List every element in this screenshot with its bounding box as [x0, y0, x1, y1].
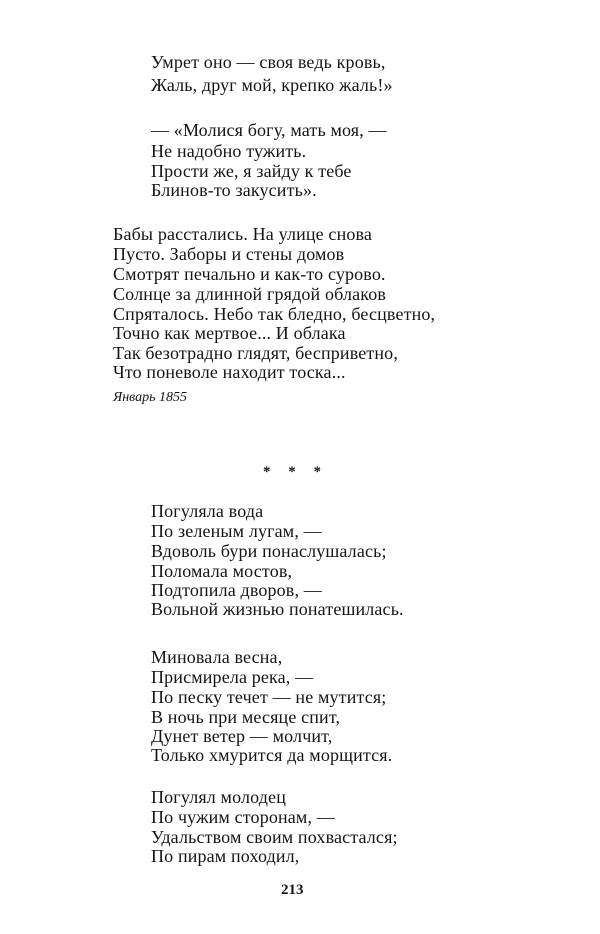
verse-line: Присмирела река, — — [151, 667, 314, 687]
verse-line: Точно как мертвое... И облака — [113, 323, 346, 343]
verse-line: — «Молися богу, мать моя, — — [151, 120, 387, 140]
verse-line: Удальством своим похвастался; — [151, 827, 398, 847]
section-separator: * * * — [263, 464, 328, 480]
verse-line: Смотрят печально и как-то сурово. — [113, 264, 386, 284]
verse-line: Пусто. Заборы и стены домов — [113, 244, 345, 264]
poem-date: Январь 1855 — [113, 390, 187, 405]
page-number: 213 — [281, 882, 304, 898]
verse-line: Дунет ветер — молчит, — [151, 726, 333, 746]
verse-line: Так безотрадно глядят, бесприветно, — [113, 343, 398, 363]
verse-line: Умрет оно — своя ведь кровь, — [151, 52, 386, 72]
verse-line: Подтопила дворов, — — [151, 580, 322, 600]
verse-line: В ночь при месяце спит, — [151, 707, 341, 727]
verse-line: По зеленым лугам, — — [151, 521, 322, 541]
verse-line: Вольной жизнью понатешилась. — [151, 599, 404, 619]
verse-line: По чужим сторонам, — — [151, 807, 335, 827]
verse-line: По пирам походил, — [151, 846, 300, 866]
verse-line: Вдоволь бури понаслушалась; — [151, 541, 387, 561]
verse-line: Миновала весна, — [151, 647, 283, 667]
verse-line: Погуляла вода — [151, 501, 264, 521]
verse-line: Прости же, я зайду к тебе — [151, 161, 352, 181]
verse-line: Солнце за длинной грядой облаков — [113, 284, 387, 304]
verse-line: Блинов-то закусить». — [151, 180, 317, 200]
verse-line: Бабы расстались. На улице снова — [113, 224, 373, 244]
verse-line: Жаль, друг мой, крепко жаль!» — [151, 75, 393, 95]
verse-line: Не надобно тужить. — [151, 141, 307, 161]
verse-line: Только хмурится да морщится. — [151, 745, 393, 765]
verse-line: Что поневоле находит тоска... — [113, 362, 346, 382]
verse-line: Спряталось. Небо так бледно, бесцветно, — [113, 304, 436, 324]
verse-line: Поломала мостов, — [151, 561, 293, 581]
verse-line: По песку течет — не мутится; — [151, 687, 387, 707]
verse-line: Погулял молодец — [151, 787, 286, 807]
